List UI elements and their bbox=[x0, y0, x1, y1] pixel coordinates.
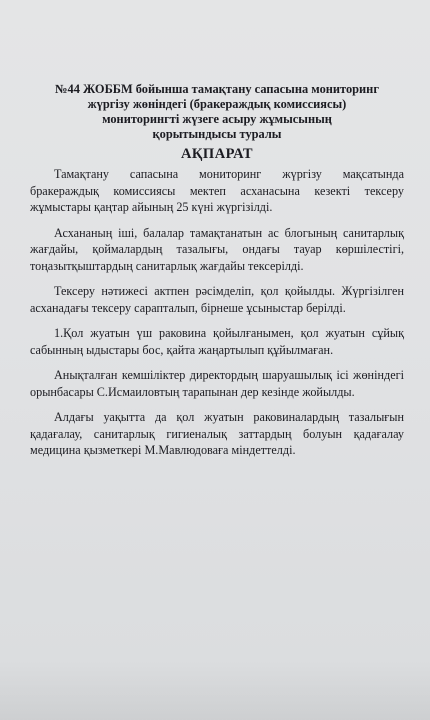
heading-line: қорытындысы туралы bbox=[152, 127, 282, 141]
paragraph: Тексеру нәтижесі актпен рәсімделіп, қол қойылды. Жүргізілген асханадағы тексеру сарапталып, бірнеше ұсыныстар берілді. bbox=[30, 284, 404, 315]
heading-line: №44 ЖОББМ бойынша тамақтану сапасына мониторинг bbox=[55, 82, 379, 96]
paragraph: Анықталған кемшіліктер директордың шаруашылық ісі жөніндегі орынбасары С.Исмаиловтың тарапынан дер кезінде жойылды. bbox=[30, 368, 404, 399]
document-title: АҚПАРАТ bbox=[180, 146, 254, 162]
paragraph: Тамақтану сапасына мониторинг жүргізу мақсатында бракераждық комиссиясы мектеп асханасына кезекті тексеру жұмыстары қаңтар айының 25 күні жүргізілді. bbox=[30, 167, 404, 214]
paragraph: 1.Қол жуатын үш раковина қойылғанымен, қол жуатын сұйық сабынның ыдыстары бос, қайта жаңартылып құйылмаған. bbox=[30, 326, 404, 357]
paragraph: Асхананың іші, балалар тамақтанатын ас блогының санитарлық жағдайы, қоймалардың тазалығы, ондағы тауар көршілестігі, тоңазытқыштардың санитарлық жағдайы тексерілді. bbox=[30, 225, 404, 273]
document-heading bbox=[30, 82, 404, 142]
heading-line: жүргізу жөніндегі (бракераждық комиссиясы) bbox=[87, 97, 347, 111]
paragraph: Алдағы уақытта да қол жуатын раковиналардың тазалығын қадағалау, санитарлық гигиеналық заттардың болуын қадағалау медицина қызметкері М.Мавлюдоваға міндеттелді. bbox=[30, 410, 404, 457]
heading-line: мониторингті жүзеге асыру жұмысының bbox=[102, 112, 332, 126]
